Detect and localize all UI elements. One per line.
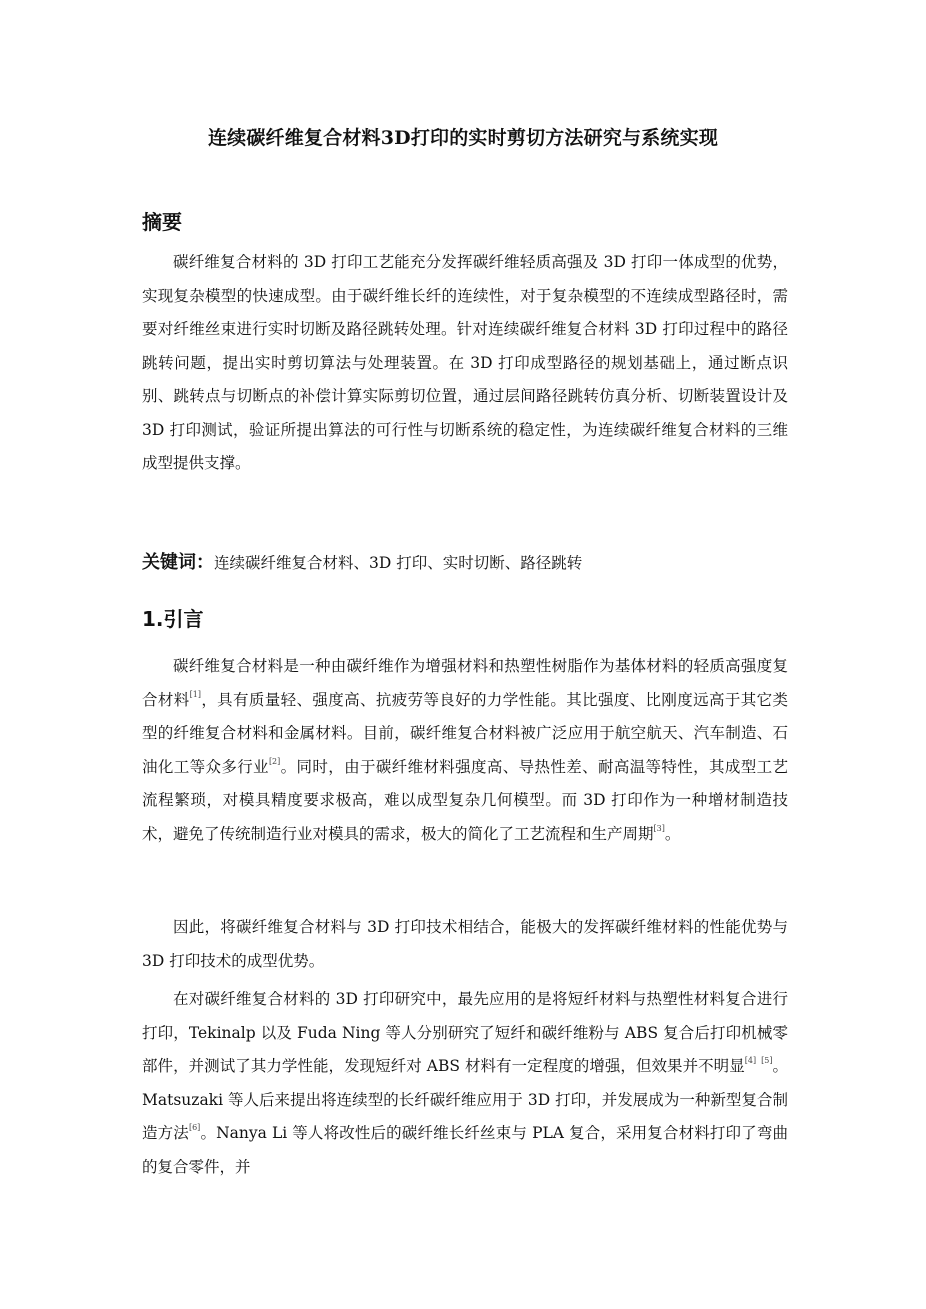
citation-1[interactable]: [1] [189,689,201,699]
keywords-label: 关键词： [142,552,214,573]
citation-3[interactable]: [3] [653,823,665,833]
intro-paragraph-3 [142,983,788,1184]
citation-5[interactable]: [5] [761,1056,773,1065]
citation-4[interactable]: [4] [744,1056,757,1065]
abstract-heading: 摘要 [142,210,182,234]
p3-text-b: 。Matsuzaki 等人后来提出将连续型的长纤碳纤维应用于 3D 打印，并发展成为一种新型复合制造方法 [142,1057,788,1142]
p3-text-a: 在对碳纤维复合材料的 3D 打印研究中，最先应用的是将短纤材料与热塑性材料复合进行打印，Tekinalp 以及 Fuda Ning 等人分别研究了短纤和碳纤维粉与 ABS 复合后打印机械零部件，并测试了其力学性能，发现短纤对 ABS 材料有一定程度的增强，但效果并不明显 [142,990,788,1075]
keywords-text: 连续碳纤维复合材料、3D 打印、实时切断、路径跳转 [214,554,583,572]
abstract-body: 碳纤维复合材料的 3D 打印工艺能充分发挥碳纤维轻质高强及 3D 打印一体成型的优势，实现复杂模型的快速成型。由于碳纤维长纤的连续性，对于复杂模型的不连续成型路径时，需要对纤维丝束进行实时切断及路径跳转处理。针对连续碳纤维复合材料 3D 打印过程中的路径跳转问题，提出实时剪切算法与处理装置。在 3D 打印成型路径的规划基础上，通过断点识别、跳转点与切断点的补偿计算实际剪切位置，通过层间路径跳转仿真分析、切断装置设计及 3D 打印测试，验证所提出算法的可行性与切断系统的稳定性，为连续碳纤维复合材料的三维成型提供支撑。 [142,253,788,472]
intro-heading: 1.引言 [142,607,204,631]
citation-6[interactable]: [6] [188,1123,201,1132]
p1-text-d: 。 [664,824,681,843]
p3-text-c: 。Nanya Li 等人将改性后的碳纤维长纤丝束与 PLA 复合，采用复合材料打印了弯曲的复合零件，并 [142,1124,788,1176]
intro-paragraph-1 [142,650,788,851]
keywords-line [142,546,788,580]
intro-paragraph-2: 因此，将碳纤维复合材料与 3D 打印技术相结合，能极大的发挥碳纤维材料的性能优势与 3D 打印技术的成型优势。 [142,918,788,970]
p1-text-b: ，具有质量轻、强度高、抗疲劳等良好的力学性能。其比强度、比刚度远高于其它类型的纤维复合材料和金属材料。目前，碳纤维复合材料被广泛应用于航空航天、汽车制造、石油化工等众多行业 [142,690,788,776]
citation-2[interactable]: [2] [268,756,281,766]
p1-text-a: 碳纤维复合材料是一种由碳纤维作为增强材料和热塑性树脂作为基体材料的轻质高强度复合材料 [142,657,788,709]
p1-text-c: 。同时，由于碳纤维材料强度高、导热性差、耐高温等特性，其成型工艺流程繁琐，对模具精度要求极高，难以成型复杂几何模型。而 3D 打印作为一种增材制造技术，避免了传统制造行业对模具的需求，极大的简化了工艺流程和生产周期 [142,757,788,843]
paper-title: 连续碳纤维复合材料3D打印的实时剪切方法研究与系统实现 [207,127,719,149]
